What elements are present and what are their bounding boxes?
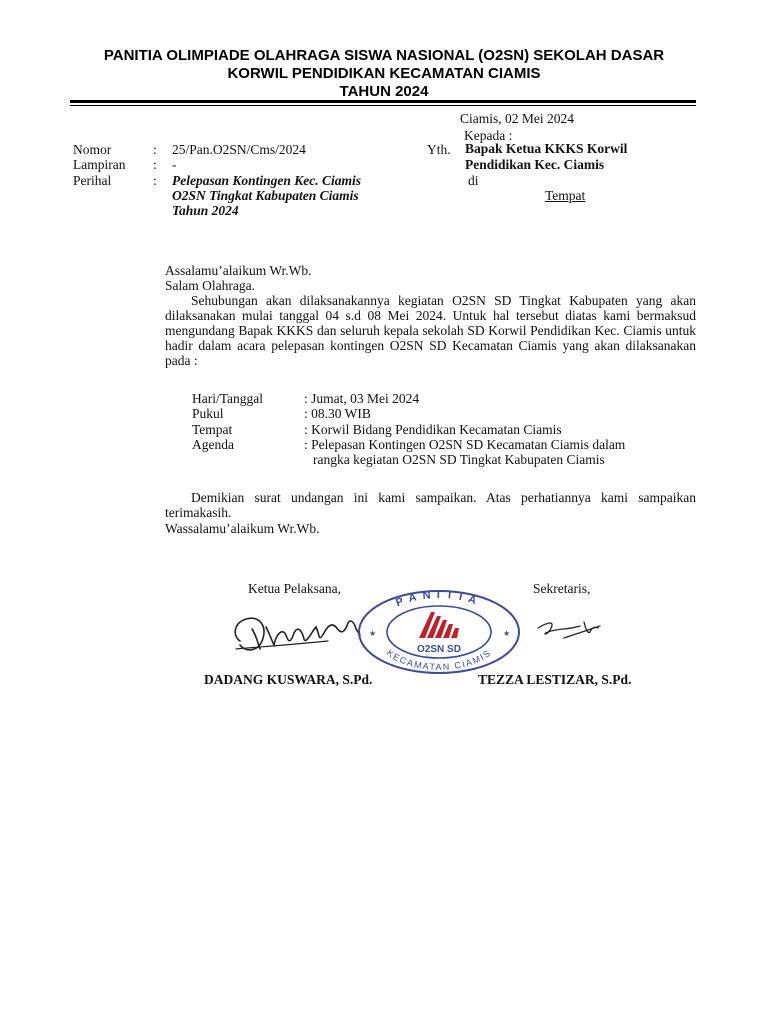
recipient-tempat: Tempat bbox=[545, 188, 586, 203]
letterhead-line-2: KORWIL PENDIDIKAN KECAMATAN CIAMIS bbox=[227, 65, 541, 82]
header-rule-thin bbox=[70, 105, 696, 106]
letterhead-line-1: PANITIA OLIMPIADE OLAHRAGA SISWA NASIONAL (O2SN) SEKOLAH DASAR bbox=[103, 47, 665, 64]
stamp-top-text: PANITIA bbox=[394, 588, 484, 610]
stamp-star-icon-left: ★ bbox=[369, 629, 377, 638]
right-signature bbox=[528, 608, 628, 648]
perihal-line-3: Tahun 2024 bbox=[172, 203, 239, 218]
event-label-tempat: Tempat bbox=[192, 422, 233, 437]
event-value-agenda-line-2: rangka kegiatan O2SN SD Tingkat Kabupaten Ciamis bbox=[313, 452, 605, 467]
left-signatory-name: DADANG KUSWARA, S.Pd. bbox=[204, 672, 373, 687]
letter-date: Ciamis, 02 Mei 2024 bbox=[460, 111, 574, 126]
perihal-line-1: Pelepasan Kontingen Kec. Ciamis bbox=[172, 173, 362, 188]
lampiran-value: - bbox=[172, 157, 177, 172]
wassalam: Wassalamu’alaikum Wr.Wb. bbox=[165, 521, 320, 536]
event-label-agenda: Agenda bbox=[192, 437, 234, 452]
nomor-label: Nomor bbox=[73, 142, 112, 157]
stamp-bottom-text: KECAMATAN CIAMIS bbox=[384, 647, 494, 672]
salam-olahraga: Salam Olahraga. bbox=[165, 278, 255, 293]
o2sn-logo-icon bbox=[419, 612, 459, 638]
stamp-star-icon-right: ★ bbox=[503, 629, 511, 638]
lampiran-colon: : bbox=[153, 157, 157, 172]
recipient-di: di bbox=[468, 173, 479, 188]
recipient-name-line-2: Pendidikan Kec. Ciamis bbox=[465, 157, 605, 172]
event-value-hari: : Jumat, 03 Mei 2024 bbox=[304, 391, 420, 406]
event-label-hari: Hari/Tanggal bbox=[192, 391, 264, 406]
right-signatory-name: TEZZA LESTIZAR, S.Pd. bbox=[478, 672, 632, 687]
kepada-label: Kepada : bbox=[464, 128, 513, 143]
header-rule-thick bbox=[70, 100, 696, 103]
panitia-stamp bbox=[355, 588, 523, 676]
stamp-center-text: O2SN SD bbox=[417, 644, 461, 655]
event-value-pukul: : 08.30 WIB bbox=[304, 406, 371, 421]
greeting: Assalamu’alaikum Wr.Wb. bbox=[165, 263, 312, 278]
lampiran-label: Lampiran bbox=[73, 157, 126, 172]
nomor-value: 25/Pan.O2SN/Cms/2024 bbox=[172, 142, 306, 157]
body-paragraph: Sehubungan akan dilaksanakannya kegiatan O2SN SD Tingkat Kabupaten yang akan dilaksanakan mulai tanggal 04 s.d 08 Mei 2024. Untuk hal tersebut diatas kami bermaksud mengundang Bapak KKKS dan seluruh kepala sekolah SD Korwil Pendidikan Kec. Ciamis untuk hadir dalam acara pelepasan kontingen O2SN SD Kecamatan Ciamis yang akan dilaksanakan pada : bbox=[165, 293, 696, 368]
right-signatory-title: Sekretaris, bbox=[533, 581, 591, 596]
nomor-colon: : bbox=[153, 142, 157, 157]
recipient-name-line-1: Bapak Ketua KKKS Korwil bbox=[465, 141, 628, 156]
event-value-agenda: : Pelepasan Kontingen O2SN SD Kecamatan Ciamis dalam bbox=[304, 437, 626, 452]
left-signatory-title: Ketua Pelaksana, bbox=[248, 581, 341, 596]
closing-paragraph: Demikian surat undangan ini kami sampaikan. Atas perhatiannya kami sampaikan terimakasih. bbox=[165, 490, 696, 520]
yth-label: Yth. bbox=[427, 142, 451, 157]
perihal-line-2: O2SN Tingkat Kabupaten Ciamis bbox=[172, 188, 359, 203]
letterhead-line-3: TAHUN 2024 bbox=[339, 83, 429, 100]
perihal-label: Perihal bbox=[73, 173, 112, 188]
event-value-tempat: : Korwil Bidang Pendidikan Kecamatan Ciamis bbox=[304, 422, 562, 437]
perihal-colon: : bbox=[153, 173, 157, 188]
event-label-pukul: Pukul bbox=[192, 406, 224, 421]
